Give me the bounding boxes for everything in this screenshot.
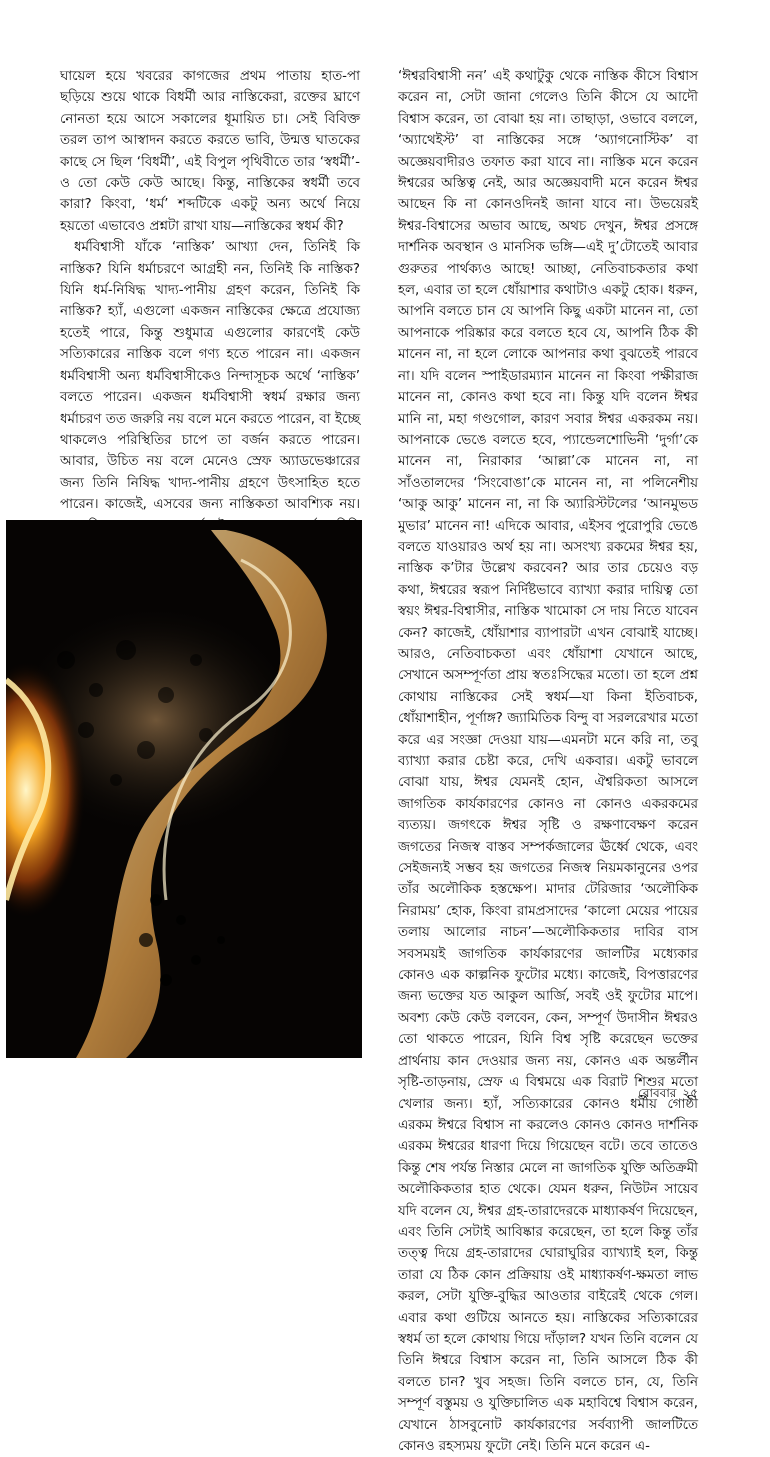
body-paragraph: ঘায়েল হয়ে খবরের কাগজের প্রথম পাতায় হাত-পা ছড়িয়ে শুয়ে থাকে বিধর্মী আর নাস্তিকেরা, রক্তের ঘ্রাণে নোনতা হয়ে আসে সকালের ধূমায়িত চা। সেই বিবিক্ত তরল তাপ আস্বাদন করতে করতে ভাবি, উন্মত্ত ঘাতকের কাছে সে ছিল ‘বিধর্মী’, এই বিপুল পৃথিবীতে তার ‘স্বধর্মী’-ও তো কেউ কেউ আছে। কিন্তু, নাস্তিকের স্বধর্মী তবে কারা? কিংবা, ‘ধর্ম’ শব্দটিকে একটু অন্য অর্থে নিয়ে হয়তো এভাবেও প্রশ্নটা রাখা যায়—নাস্তিকের স্বধর্ম কী? xyxy=(60,69,360,234)
body-paragraph: ধর্মবিশ্বাসী যাঁকে ‘নাস্তিক’ আখ্যা দেন, তিনিই কি নাস্তিক? যিনি ধর্মাচরণে আগ্রহী নন, তিনিই কি নাস্তিক? যিনি ধর্ম-নিষিদ্ধ খাদ্য-পানীয় গ্রহণ করেন, তিনিই কি নাস্তিক? হ্যাঁ, এগুলো একজন নাস্তিকের ক্ষেত্রে প্রযোজ্য হতেই পারে, কিন্তু শুধুমাত্র এগুলোর কারণেই কেউ সত্যিকারের নাস্তিক বলে গণ্য হতে পারেন না। একজন ধর্মবিশ্বাসী অন্য ধর্মবিশ্বাসীকেও নিন্দাসূচক অর্থে ‘নাস্তিক’ বলতে পারেন। একজন ধর্মবিশ্বাসী স্বধর্ম রক্ষার জন্য ধর্মাচরণ তত জরুরি নয় বলে মনে করতে পারেন, বা ইচ্ছে থাকলেও পরিস্থিতির চাপে তা বর্জন করতে পারেন। আবার, উচিত নয় বলে মেনেও স্রেফ অ্যাডভেঞ্চারের জন্য তিনি নিষিদ্ধ খাদ্য-পানীয় গ্রহণে উৎসাহিত হতে পারেন। কাজেই, এসবের জন্য নাস্তিকতা আবশ্যিক নয়। xyxy=(60,240,360,513)
body-paragraph: ‘ঈশ্বরবিশ্বাসী নন’ এই কথাটুকু থেকে নাস্তিক কীসে বিশ্বাস করেন না, সেটা জানা গেলেও তিনি কীসে যে আদৌ বিশ্বাস করেন, তা বোঝা হয় না। তাছাড়া, ওভাবে বললে, ‘অ্যাথেইস্ট’ বা নাস্তিকের সঙ্গে ‘অ্যাগনোস্টিক’ বা অজ্ঞেয়বাদীরও তফাত করা যাবে না। নাস্তিক মনে করেন ঈশ্বরের অস্তিত্ব নেই, আর অজ্ঞেয়বাদী মনে করেন ঈশ্বর আছেন কি না কোনওদিনই জানা যাবে না। উভয়েরই ঈশ্বর-বিশ্বাসের অভাব আছে, অথচ দেখুন, ঈশ্বর প্রসঙ্গে দার্শনিক অবস্থান ও মানসিক ভঙ্গি—এই দু’টোতেই আবার গুরুতর পার্থক্যও আছে! আচ্ছা, নেতিবাচকতার কথা হল, এবার তা হলে ধোঁয়াশার কথাটাও একটু হোক। ধরুন, আপনি বলতে চান যে আপনি কিছু একটা মানেন না, তো আপনাকে পরিষ্কার করে বলতে হবে যে, আপনি ঠিক কী মানেন না, না হলে লোকে আপনার কথা বুঝতেই পারবে না। যদি বলেন স্পাইডারম্যান মানেন না কিংবা পক্ষীরাজ মানেন না, কোনও কথা হবে না। কিন্তু যদি বলেন ঈশ্বর মানি না, মহা গণ্ডগোল, কারণ সবার ঈশ্বর একরকম নয়। আপনাকে ভেঙে বলতে হবে, প্যান্ডেলশোভিনী ‘দুর্গা’কে মানেন না, নিরাকার ‘আল্লা’কে মানেন না, না সাঁওতালদের ‘সিংবোঙা’কে মানেন না, না পলিনেশীয় ‘আকু আকু’ মানেন না, না কি অ্যারিস্টটলের ‘আনমুভড মুভার’ মানেন না! এদিকে আবার, এইসব পুরোপুরি ভেঙে বলতে যাওয়ারও অর্থ হয় না। অসংখ্য রকমের ঈশ্বর হয়, নাস্তিক ক’টার উল্লেখ করবেন? আর তার চেয়েও বড় কথা, ঈশ্বরের স্বরূপ নির্দিষ্টভাবে ব্যাখ্যা করার দায়িত্ব তো স্বয়ং ঈশ্বর-বিশ্বাসীর, নাস্তিক খামোকা সে দায় নিতে যাবেন কেন? কাজেই, ধোঁয়াশার ব্যাপারটা এখন বোঝাই যাচ্ছে। আরও, নেতিবাচকতা এবং ধোঁয়াশা যেখানে আছে, সেখানে অসম্পূর্ণতা প্রায় স্বতঃসিদ্ধের মতো। তা হলে প্রশ্ন কোথায় নাস্তিকের সেই স্বধর্ম—যা কিনা ইতিবাচক, ধোঁয়াশাহীন, পূর্ণাঙ্গ? জ্যামিতিক বিন্দু বা সরলরেখার মতো করে এর সংজ্ঞা দেওয়া যায়—এমনটা মনে করি না, তবু ব্যাখ্যা করার চেষ্টা করে, দেখি একবার। একটু ভাবলে বোঝা যায়, ঈশ্বর যেমনই হোন, ঐশ্বরিকতা আসলে জাগতিক কার্যকারণের কোনও না কোনও একরকমের ব্যত্যয়। জগৎকে ঈশ্বর সৃষ্টি ও রক্ষণাবেক্ষণ করেন জগতের নিজস্ব বাস্তব সম্পর্কজালের ঊর্ধ্বে থেকে, এবং সেইজন্যই সম্ভব হয় জগতের নিজস্ব নিয়মকানুনের ওপর তাঁর অলৌকিক হস্তক্ষেপ। মাদার টেরিজার ‘অলৌকিক নিরাময়’ হোক, কিংবা রামপ্রসাদের ‘কালো মেয়ের পায়ের তলায় আলোর নাচন’—অলৌকিকতার দাবির বাস সবসময়ই জাগতিক কার্যকারণের জালটির মধ্যেকার কোনও এক কাল্পনিক ফুটোর মধ্যে। কাজেই, বিপত্তারণের জন্য ভক্তের যত আকুল আর্জি, সবই ওই ফুটোর মাপে। অবশ্য কেউ কেউ বলবেন, কেন, সম্পূর্ণ উদাসীন ঈশ্বরও তো থাকতে পারেন, যিনি বিশ্ব সৃষ্টি করেছেন ভক্তের প্রার্থনায় কান দেওয়ার জন্য নয়, কোনও এক অন্তর্লীন সৃষ্টি-তাড়নায়, স্রেফ এ বিশ্বময়ে এক বিরাট শিশুর মতো খেলার জন্য। হ্যাঁ, সত্যিকারের কোনও ধর্মীয় গোষ্ঠী এরকম ঈশ্বরে বিশ্বাস না করলেও কোনও কোনও দার্শনিক এরকম ঈশ্বরের ধারণা দিয়ে গিয়েছেন বটে। তবে তাতেও কিন্তু শেষ পর্যন্ত নিস্তার মেলে না জাগতিক যুক্তি অতিক্রমী অলৌকিকতার হাত থেকে। যেমন ধরুন, নিউটন সায়েব যদি বলেন যে, ঈশ্বর গ্রহ-তারাদেরকে মাধ্যাকর্ষণ দিয়েছেন, এবং তিনি সেটাই আবিষ্কার করেছেন, তা হলে কিন্তু তাঁর তত্ত্ব দিয়ে গ্রহ-তারাদের ঘোরাঘুরির ব্যাখ্যাই হল, কিন্তু তারা যে ঠিক কোন প্রক্রিয়ায় ওই মাধ্যাকর্ষণ-ক্ষমতা লাভ করল, সেটা যুক্তি-বুদ্ধির আওতার বাইরেই থেকে গেল। এবার কথা গুটিয়ে আনতে হয়। নাস্তিকের সত্যিকারের স্বধর্ম তা হলে কোথায় গিয়ে দাঁড়াল? যখন তিনি বলেন যে তিনি ঈশ্বরে বিশ্বাস করেন না, তিনি আসলে ঠিক কী বলতে চান? খুব সহজ। তিনি বলতে চান, যে, তিনি সম্পূর্ণ বস্তুময় ও যুক্তিচালিত এক মহাবিশ্বে বিশ্বাস করেন, যেখানে ঠাসবুনোট কার্যকারণের সর্বব্যাপী জালটিতে কোনও রহস্যময় ফুটো নেই। তিনি মনে করেন এ- xyxy=(398,69,698,1454)
page-footer xyxy=(632,1085,698,1105)
page-number: ২৫ xyxy=(682,1086,698,1100)
right-text-column xyxy=(398,66,698,1457)
fiery-smoke-swirl-illustration xyxy=(6,520,362,1058)
magazine-name: রোববার xyxy=(638,1086,677,1100)
